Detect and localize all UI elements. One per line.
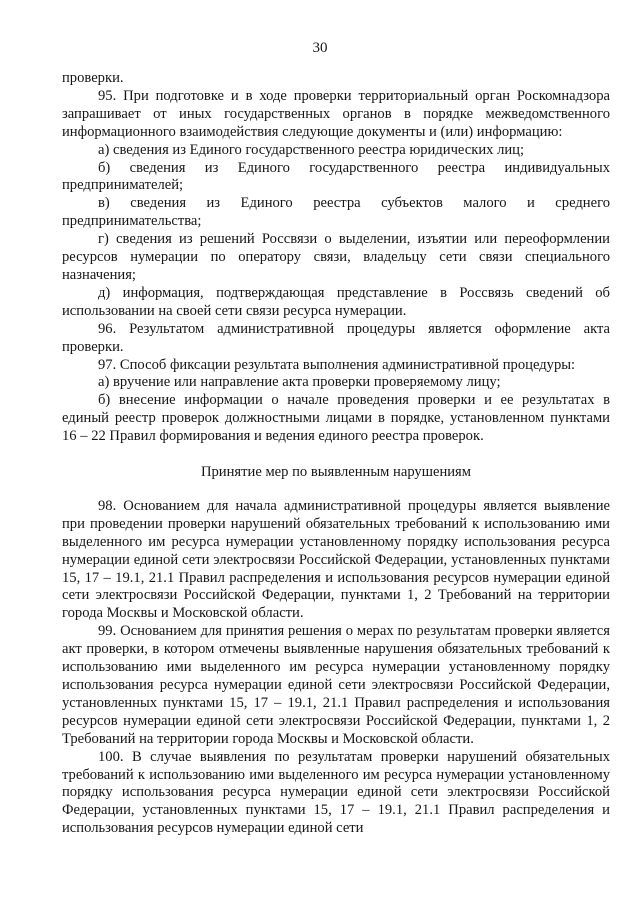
list-item-95v: в) сведения из Единого реестра субъектов малого и среднего предпринимательства; bbox=[62, 195, 610, 230]
paragraph-98: 98. Основанием для начала административной процедуры является выявление при проведении проверки нарушений обязательных требований к использованию ими выделенного им ресурса нумерации установленному порядку использования ресурса нумерации единой сети электросвязи Российской Федерации, установленных пунктами 15, 17 – 19.1, 21.1 Правил распределения и использования ресурсов нумерации единой сети электросвязи Российской Федерации, пунктами 1, 2 Требований на территории города Москвы и Московской области. bbox=[62, 497, 610, 622]
page-number: 30 bbox=[312, 40, 328, 56]
paragraph-96: 96. Результатом административной процедуры является оформление акта проверки. bbox=[62, 320, 610, 355]
list-item-95d: д) информация, подтверждающая представление в Россвязь сведений об использовании на своей сети связи ресурса нумерации. bbox=[62, 284, 610, 319]
paragraph-continuation: проверки. bbox=[62, 70, 124, 86]
list-item-95b: б) сведения из Единого государственного реестра индивидуальных предпринимателей; bbox=[62, 159, 610, 194]
list-item-97a: а) вручение или направление акта проверки проверяемому лицу; bbox=[98, 374, 501, 391]
list-item-97b: б) внесение информации о начале проведения проверки и ее результатах в единый реестр проверок должностными лицами в порядке, установленном пунктами 16 – 22 Правил формирования и ведения единого реестра проверок. bbox=[62, 392, 610, 445]
document-body bbox=[62, 70, 610, 838]
paragraph-97: 97. Способ фиксации результата выполнения административной процедуры: bbox=[98, 356, 576, 373]
section-heading: Принятие мер по выявленным нарушениям bbox=[200, 464, 472, 481]
list-item-95g: г) сведения из решений Россвязи о выделении, изъятии или переоформлении ресурсов нумерации по оператору связи, владельцу сети связи специального назначения; bbox=[62, 231, 610, 283]
list-item-95a: а) сведения из Единого государственного реестра юридических лиц; bbox=[98, 141, 525, 158]
paragraph-100: 100. В случае выявления по результатам проверки нарушений обязательных требований к использованию ими выделенного им ресурса нумерации установленному порядку использования ресурса нумерации единой сети электросвязи Российской Федерации, установленных пунктами 15, 17 – 19.1, 21.1 Правил распределения и использования ресурсов нумерации единой сети bbox=[62, 748, 610, 837]
paragraph-95: 95. При подготовке и в ходе проверки территориальный орган Роскомнадзора запрашивает от иных государственных органов в порядке межведомственного информационного взаимодействия следующие документы и (или) информацию: bbox=[62, 87, 610, 140]
paragraph-99: 99. Основанием для принятия решения о мерах по результатам проверки является акт проверки, в котором отмечены выявленные нарушения обязательных требований к использованию ими выделенного им ресурса нумерации установленному порядку использования ресурса нумерации единой сети электросвязи Российской Федерации, установленных пунктами 15, 17 – 19.1, 21.1 Правил распределения и использования ресурсов нумерации единой сети электросвязи Российской Федерации, пунктами 1, 2 Требований на территории города Москвы и Московской области. bbox=[62, 623, 610, 747]
